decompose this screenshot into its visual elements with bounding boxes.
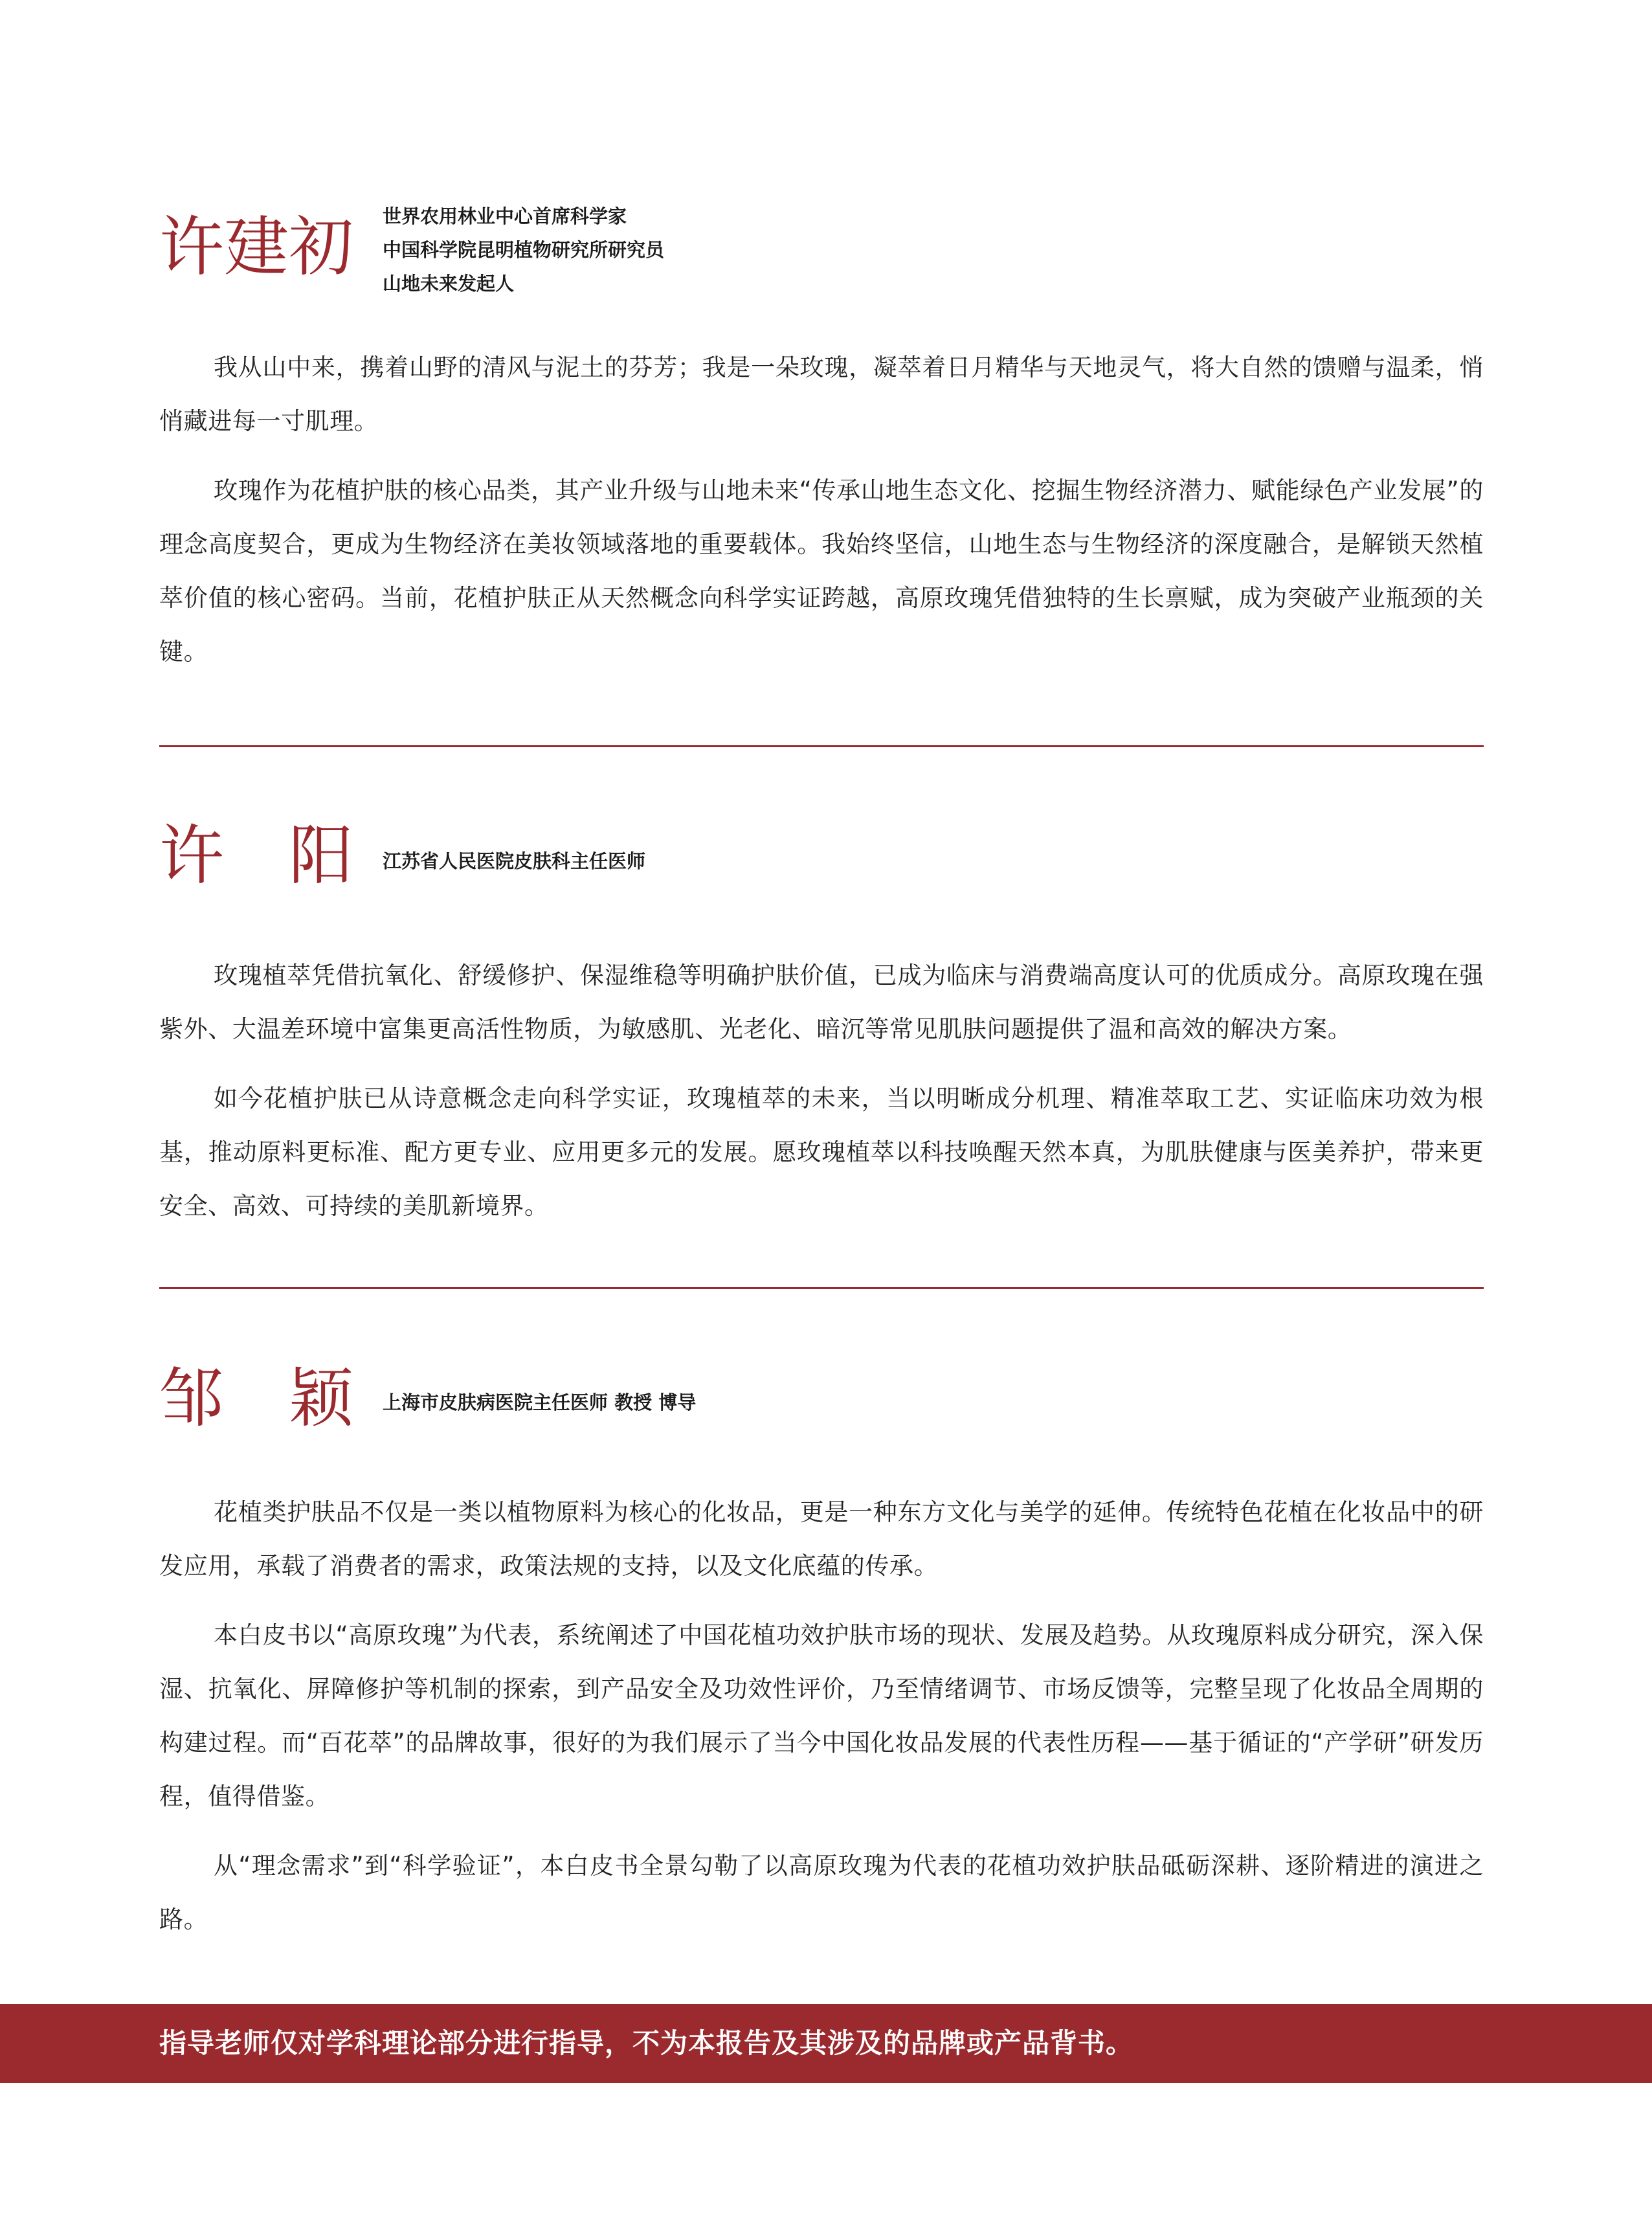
expert-header <box>159 816 1484 900</box>
expert-header <box>159 194 1484 324</box>
expert-section-1 <box>159 194 1484 679</box>
expert-name: 邹 颖 <box>159 1360 353 1436</box>
expert-title-line: 江苏省人民医院皮肤科主任医师 <box>383 850 646 872</box>
expert-titles <box>383 199 664 300</box>
statement-paragraph: 本白皮书以“高原玫瑰”为代表，系统阐述了中国花植功效护肤市场的现状、发展及趋势。从玫瑰原料成分研究，深入保湿、抗氧化、屏障修护等机制的探索，到产品安全及功效性评价，乃至情绪调节、市场反馈等，完整呈现了化妆品全周期的构建过程。而“百花萃”的品牌故事，很好的为我们展示了当今中国化妆品发展的代表性历程——基于循证的“产学研”研发历程，值得借鉴。 <box>159 1621 1484 1810</box>
expert-section-3 <box>159 1357 1484 1946</box>
expert-title-line: 上海市皮肤病医院主任医师 教授 博导 <box>383 1391 697 1413</box>
statement-paragraph: 如今花植护肤已从诗意概念走向科学实证，玫瑰植萃的未来，当以明晰成分机理、精准萃取工艺、实证临床功效为根基，推动原料更标准、配方更专业、应用更多元的发展。愿玫瑰植萃以科技唤醒天然本真，为肌肤健康与医美养护，带来更安全、高效、可持续的美肌新境界。 <box>159 1085 1484 1220</box>
expert-name: 许 阳 <box>159 818 353 894</box>
disclaimer-text: 指导老师仅对学科理论部分进行指导，不为本报告及其涉及的品牌或产品背书。 <box>159 2027 1134 2059</box>
expert-title-line: 山地未来发起人 <box>383 273 515 295</box>
statement-paragraph: 从“理念需求”到“科学验证”，本白皮书全景勾勒了以高原玫瑰为代表的花植功效护肤品砥砺深耕、逐阶精进的演进之路。 <box>159 1852 1484 1933</box>
section-divider <box>159 1287 1484 1289</box>
statement-paragraph: 花植类护肤品不仅是一类以植物原料为核心的化妆品，更是一种东方文化与美学的延伸。传统特色花植在化妆品中的研发应用，承载了消费者的需求，政策法规的支持，以及文化底蕴的传承。 <box>159 1498 1484 1580</box>
expert-statement <box>159 341 1484 679</box>
expert-statement <box>159 1485 1484 1946</box>
expert-title-line: 中国科学院昆明植物研究所研究员 <box>383 239 665 261</box>
statement-paragraph: 我从山中来，携着山野的清风与泥土的芬芳；我是一朵玫瑰，凝萃着日月精华与天地灵气，将大自然的馈赠与温柔，悄悄藏进每一寸肌理。 <box>159 354 1484 435</box>
expert-header <box>159 1357 1484 1441</box>
expert-name: 许建初 <box>159 209 353 285</box>
statement-paragraph: 玫瑰作为花植护肤的核心品类，其产业升级与山地未来“传承山地生态文化、挖掘生物经济潜力、赋能绿色产业发展”的理念高度契合，更成为生物经济在美妆领域落地的重要载体。我始终坚信，山地生态与生物经济的深度融合，是解锁天然植萃价值的核心密码。当前，花植护肤正从天然概念向科学实证跨越，高原玫瑰凭借独特的生长禀赋，成为突破产业瓶颈的关键。 <box>159 477 1484 666</box>
disclaimer-bar <box>0 2004 1652 2083</box>
expert-titles <box>383 844 645 878</box>
expert-title-line: 世界农用林业中心首席科学家 <box>383 205 627 227</box>
expert-section-2 <box>159 816 1484 1233</box>
section-divider <box>159 745 1484 747</box>
expert-titles <box>383 1386 696 1419</box>
statement-paragraph: 玫瑰植萃凭借抗氧化、舒缓修护、保湿维稳等明确护肤价值，已成为临床与消费端高度认可的优质成分。高原玫瑰在强紫外、大温差环境中富集更高活性物质，为敏感肌、光老化、暗沉等常见肌肤问题提供了温和高效的解决方案。 <box>159 961 1484 1043</box>
expert-statement <box>159 949 1484 1233</box>
